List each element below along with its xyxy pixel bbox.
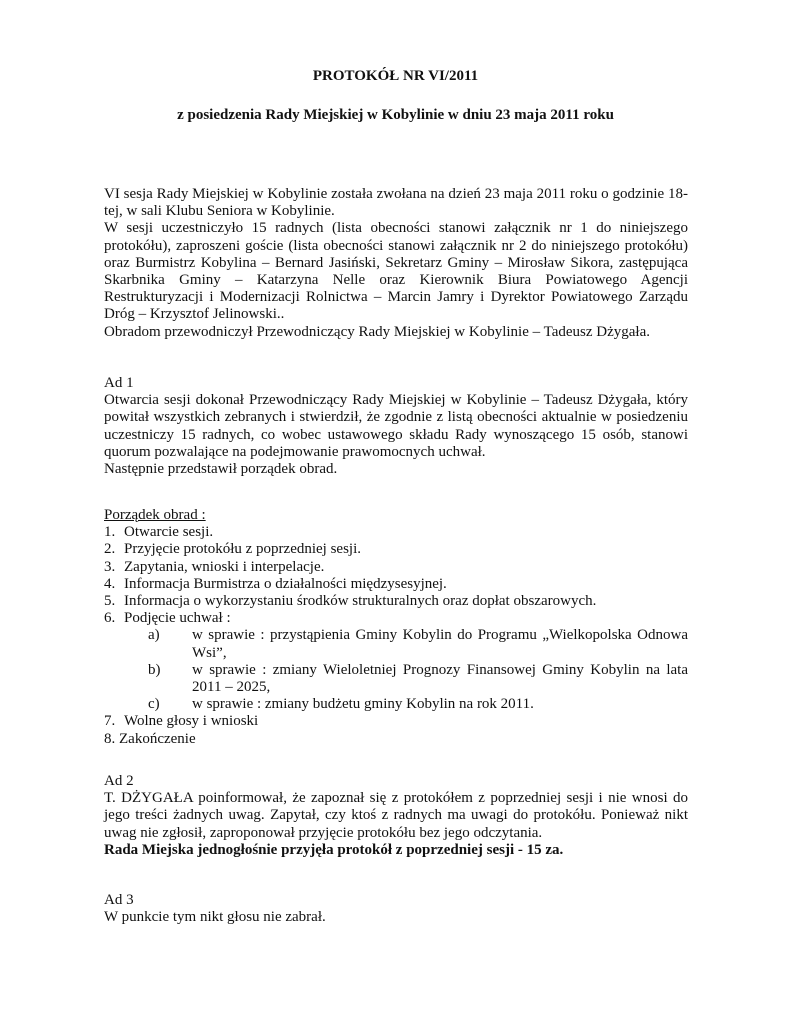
agenda-subitem-letter: a) [148, 627, 160, 644]
agenda-item-number: 5. [104, 593, 116, 610]
ad1-next: Następnie przedstawił porządek obrad. [104, 461, 338, 478]
agenda-item-number: 7. [104, 713, 116, 730]
agenda-subitem-letter: c) [148, 696, 160, 713]
agenda-item [104, 713, 688, 730]
ad2-resolution: Rada Miejska jednogłośnie przyjęła protokół z poprzedniej sesji - 15 za. [104, 841, 564, 858]
agenda-item [104, 524, 688, 541]
agenda-item [104, 610, 688, 627]
intro-paragraph-1: VI sesja Rady Miejskiej w Kobylinie została zwołana na dzień 23 maja 2011 roku o godzinie 18-tej, w sali Klubu Seniora w Kobylinie. [104, 186, 688, 220]
ad2-section [104, 773, 688, 859]
document-title: PROTOKÓŁ NR VI/2011 [312, 68, 479, 84]
agenda-item-number: 2. [104, 541, 116, 558]
agenda-item-end: 8. Zakończenie [104, 730, 196, 747]
document-subtitle: z posiedzenia Rady Miejskiej w Kobylinie w dniu 23 maja 2011 roku [177, 107, 614, 123]
agenda-subitem-text: w sprawie : przystąpienia Gminy Kobylin do Programu „Wielkopolska Odnowa Wsi”, [192, 627, 688, 661]
agenda-item [104, 593, 688, 610]
agenda-section [104, 507, 688, 748]
ad1-text: Otwarcia sesji dokonał Przewodniczący Rady Miejskiej w Kobylinie – Tadeusz Dżygała, który powitał wszystkich zebranych i stwierdził, że zgodnie z listą obecności aktualnie w posiedzeniu uczestniczy 15 radnych, co wobec ustawowego składu Rady wynoszącego 15 osób, stanowi quorum pozwalające na podejmowanie prawomocnych uchwał. [104, 392, 688, 460]
ad2-heading: Ad 2 [104, 773, 134, 789]
agenda-item-text: Wolne głosy i wnioski [124, 713, 259, 730]
ad2-text: T. DŻYGAŁA poinformował, że zapoznał się z protokółem z poprzedniej sesji i nie wnosi do jego treści żadnych uwag. Zapytał, czy ktoś z radnych ma uwagi do protokółu. Ponieważ nikt uwag nie zgłosił, zaproponował przyjęcie protokółu bez jego odczytania. [104, 790, 688, 841]
agenda-subitem [148, 627, 688, 661]
agenda-item [104, 559, 688, 576]
agenda-item-text: Zapytania, wnioski i interpelacje. [124, 558, 325, 575]
intro-paragraph-3: Obradom przewodniczył Przewodniczący Rady Miejskiej w Kobylinie – Tadeusz Dżygała. [104, 323, 651, 340]
agenda-item-text: Informacja o wykorzystaniu środków strukturalnych oraz dopłat obszarowych. [124, 593, 597, 610]
agenda-heading: Porządek obrad : [104, 507, 206, 523]
ad3-text: W punkcie tym nikt głosu nie zabrał. [104, 909, 326, 926]
intro-paragraph-2: W sesji uczestniczyło 15 radnych (lista obecności stanowi załącznik nr 1 do niniejszego protokółu), zaproszeni goście (lista obecności stanowi załącznik nr 2 do niniejszego protokółu) oraz Burmistrz Kobylina – Bernard Jasiński, Sekretarz Gminy – Mirosław Sikora, zastępująca Skarbnika Gminy – Katarzyna Nelle oraz Kierownik Biura Powiatowego Agencji Restrukturyzacji i Modernizacji Rolnictwa – Marcin Jamry i Dyrektor Powiatowego Zarządu Dróg – Krzysztof Jelinowski.. [104, 220, 688, 323]
agenda-subitem-text: w sprawie : zmiany budżetu gminy Kobylin na rok 2011. [192, 696, 534, 713]
agenda-item-text: Informacja Burmistrza o działalności międzysesyjnej. [124, 575, 447, 592]
agenda-subitem-text: w sprawie : zmiany Wieloletniej Prognozy Finansowej Gminy Kobylin na lata 2011 – 2025, [192, 661, 688, 696]
ad3-section [104, 892, 688, 926]
agenda-item-text: Otwarcie sesji. [124, 524, 214, 541]
agenda-item-number: 3. [104, 558, 116, 575]
ad1-heading: Ad 1 [104, 375, 134, 391]
agenda-item-number: 4. [104, 575, 116, 592]
agenda-subitem-letter: b) [148, 661, 161, 678]
ad1-section [104, 375, 688, 478]
agenda-item [104, 576, 688, 593]
agenda-item-text: Przyjęcie protokółu z poprzedniej sesji. [124, 541, 362, 558]
agenda-subitem [148, 662, 688, 696]
agenda-item-text: Podjęcie uchwał : [124, 610, 231, 627]
agenda-item [104, 541, 688, 558]
agenda-item-number: 6. [104, 610, 116, 627]
intro-section [104, 186, 688, 341]
ad3-heading: Ad 3 [104, 892, 134, 908]
agenda-subitem [148, 696, 688, 713]
agenda-item-number: 1. [104, 524, 116, 541]
